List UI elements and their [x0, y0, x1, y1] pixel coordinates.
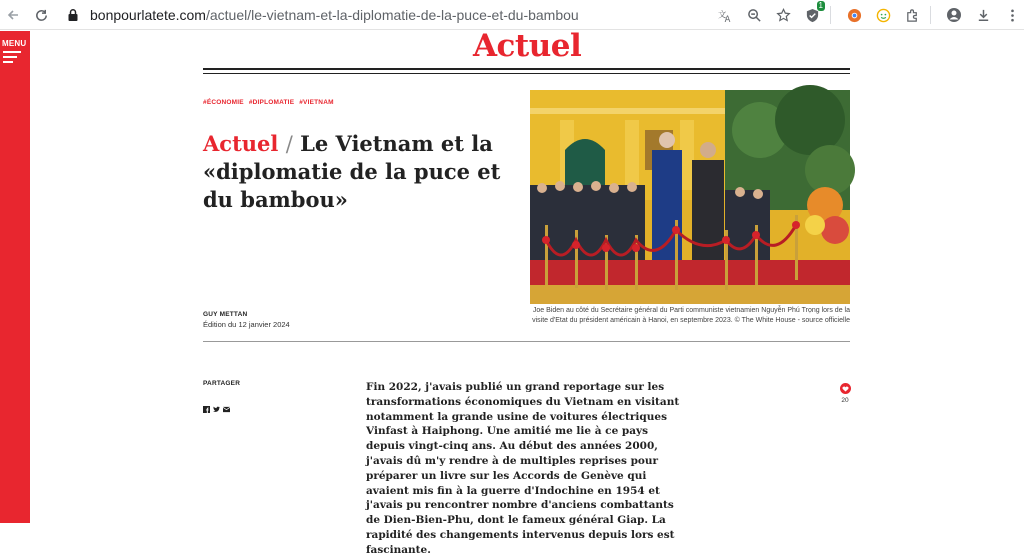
download-icon[interactable]: [971, 3, 995, 27]
article-photo: [530, 90, 850, 304]
hamburger-icon: [3, 51, 21, 66]
heart-icon: [840, 383, 851, 394]
puzzle-icon[interactable]: [900, 3, 924, 27]
translate-icon[interactable]: [713, 3, 737, 27]
share-label: PARTAGER: [203, 380, 241, 387]
svg-text:A: A: [724, 13, 730, 24]
extension-badge: 1: [818, 1, 823, 10]
article-lead-paragraph: Fin 2022, j'avais publié un grand reportage sur les transformations économiques du Vietnam en visitant notamment la grande usine de voitures électriques Vinfast à Haiphong. Une amitié me lie à ce pays depuis vingt-cinq ans. Au début des années 2000, j'avais dû m'y rendre à de multiples reprises pour préparer un livre sur les Accords de Genève qui avaient mis fin à la guerre d'Indochine en 1954 et j'avais pu rencontrer nombre d'anciens combattants de Dien-Bien-Phu, dont le fameux général Giap. La rapidité des changements intervenus depuis lors est fascinante.: [366, 381, 680, 556]
edition-date: Édition du 12 janvier 2024: [203, 320, 290, 329]
tag-link[interactable]: #VIETNAM: [299, 99, 334, 106]
lock-icon: [66, 8, 80, 22]
tag-link[interactable]: #ÉCONOMIE: [203, 99, 244, 106]
article-title: [203, 130, 503, 214]
zoom-out-icon[interactable]: [742, 3, 766, 27]
title-separator: /: [285, 132, 293, 156]
tag-link[interactable]: #DIPLOMATIE: [248, 99, 295, 106]
article-kicker[interactable]: Actuel: [203, 131, 279, 156]
menu-label: MENU: [2, 39, 27, 48]
masthead-rule: [203, 68, 850, 70]
like-count: 20: [841, 397, 849, 404]
masthead-rule-thin: [203, 73, 850, 74]
share-buttons: [203, 400, 230, 407]
email-icon[interactable]: [223, 400, 230, 407]
more-icon[interactable]: [1000, 3, 1024, 27]
profile-icon[interactable]: [942, 3, 966, 27]
twitter-icon[interactable]: [213, 400, 220, 407]
shield-extension-icon[interactable]: [800, 3, 824, 27]
star-icon[interactable]: [771, 3, 795, 27]
url-path: /actuel/le-vietnam-et-la-diplomatie-de-la-puce-et-du-bambou: [205, 6, 579, 23]
menu-button[interactable]: [0, 31, 30, 523]
address-bar[interactable]: [60, 2, 750, 27]
browser-toolbar: [0, 0, 1024, 30]
article-title-text: Le Vietnam et la «diplomatie de la puce et du bambou»: [203, 131, 501, 212]
section-masthead[interactable]: Actuel: [473, 28, 582, 64]
facebook-icon[interactable]: [203, 400, 210, 407]
smiley-extension-icon[interactable]: [871, 3, 895, 27]
url-host: bonpourlatete.com: [90, 6, 206, 23]
like-button[interactable]: [838, 383, 852, 404]
photo-caption: Joe Biden au côté du Secrétaire général du Parti communiste vietnamien Nguyễn Phú Trọng lors de la visite d'Etat du président américain à Hanoi, en septembre 2023. © The White House - source officielle: [532, 307, 850, 324]
tag-list: [203, 99, 334, 106]
back-arrow-icon[interactable]: [2, 4, 24, 26]
reload-icon[interactable]: [30, 4, 52, 26]
author-name[interactable]: GUY METTAN: [203, 311, 248, 318]
chrome-extension-icon[interactable]: [842, 3, 866, 27]
svg-text:文: 文: [717, 8, 726, 19]
header-divider: [203, 341, 850, 342]
